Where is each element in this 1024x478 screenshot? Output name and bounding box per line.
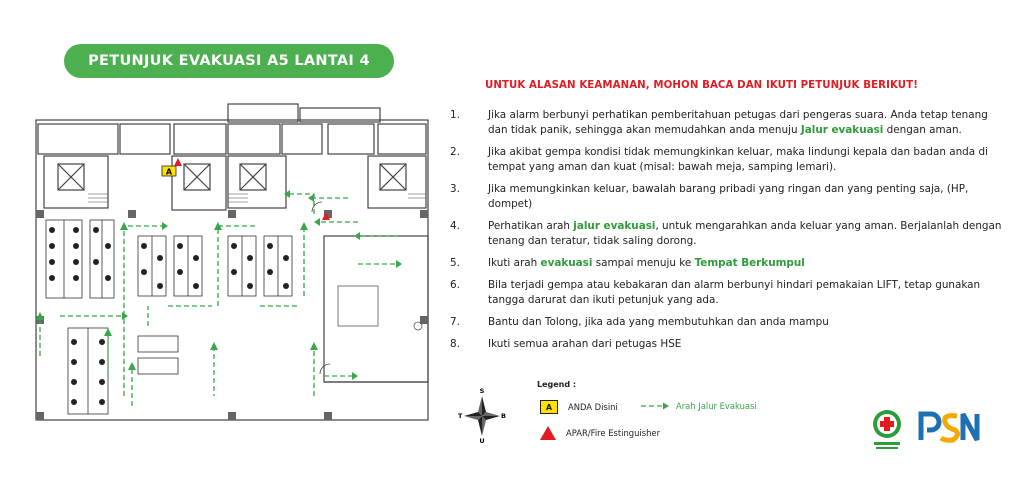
dashed-arrow-icon bbox=[640, 401, 670, 411]
instruction-item: 7. Bantu dan Tolong, jika ada yang membutuhkan dan anda mampu bbox=[450, 316, 829, 328]
instruction-item: 4. Perhatikan arah jalur evakuasi, untuk mengarahkan anda keluar yang aman. Berjalanlah dengan tenang dan teratur, tidak saling dorong. bbox=[450, 220, 1002, 247]
instruction-item: 2. Jika akibat gempa kondisi tidak memungkinkan keluar, maka lindungi kepala dan badan anda di tempat yang aman dan kuat (misal: bawah meja, samping lemari). bbox=[450, 146, 988, 173]
you-are-here-icon: A bbox=[540, 400, 558, 414]
page-title: PETUNJUK EVAKUASI A5 LANTAI 4 bbox=[64, 44, 394, 78]
instruction-item: 5. Ikuti arah evakuasi sampai menuju ke Tempat Berkumpul bbox=[450, 257, 805, 269]
svg-text:U: U bbox=[479, 437, 485, 444]
compass-rose-icon bbox=[456, 386, 508, 444]
instruction-item: 3. Jika memungkinkan keluar, bawalah barang pribadi yang ringan dan yang penting saja, (HP, dompet) bbox=[450, 183, 969, 210]
instruction-item: 1. Jika alarm berbunyi perhatikan pemberitahuan petugas dari pengeras suara. Anda tetap tenang dan tidak panik, sehingga akan memudahkan anda menuju Jalur evakuasi dengan aman. bbox=[450, 109, 988, 136]
floor-plan bbox=[28, 96, 438, 432]
you-are-here-label: A bbox=[165, 167, 173, 177]
svg-text:B: B bbox=[501, 412, 506, 420]
safety-warning: UNTUK ALASAN KEAMANAN, MOHON BACA DAN IKUTI PETUNJUK BERIKUT! bbox=[485, 80, 918, 91]
instruction-item: 6. Bila terjadi gempa atau kebakaran dan alarm berbunyi hindari pemakaian LIFT, tetap gunakan tangga darurat dan ikuti petunjuk yang ada. bbox=[450, 279, 981, 306]
svg-text:S: S bbox=[479, 387, 485, 395]
fire-extinguisher-icon bbox=[540, 426, 556, 440]
instruction-item: 8. Ikuti semua arahan dari petugas HSE bbox=[450, 338, 682, 350]
instruction-list bbox=[450, 108, 1010, 359]
legend-route: Arah Jalur Evakuasi bbox=[640, 401, 757, 411]
legend-title: Legend : bbox=[537, 380, 577, 389]
legend-you-are-here: A ANDA Disini bbox=[540, 400, 618, 414]
svg-text:T: T bbox=[458, 412, 463, 420]
apar-marker bbox=[174, 158, 182, 166]
psn-logo bbox=[917, 410, 985, 444]
legend-apar: APAR/Fire Estinguisher bbox=[540, 426, 660, 440]
safety-badge-logo bbox=[866, 404, 908, 454]
